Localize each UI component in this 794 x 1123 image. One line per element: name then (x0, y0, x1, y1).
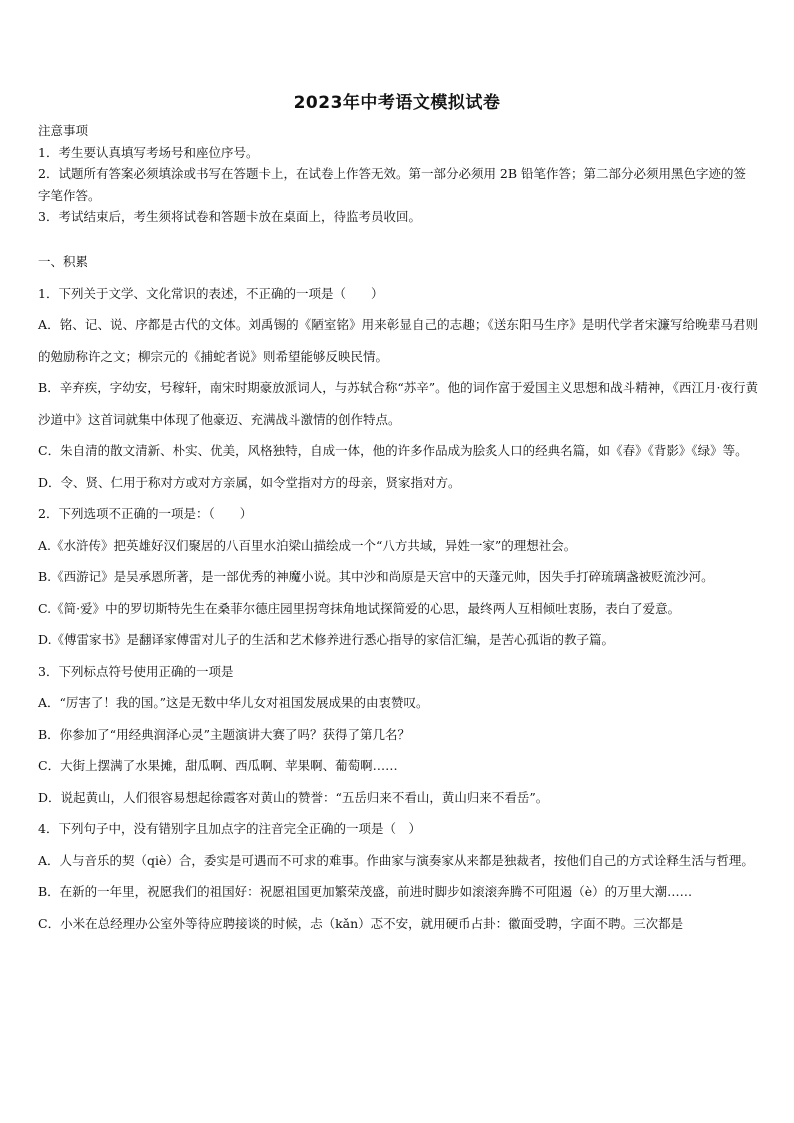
question-option: B．你参加了“用经典润泽心灵”主题演讲大赛了吗？获得了第几名？ (38, 726, 410, 742)
question-option: A．铭、记、说、序都是古代的文体。刘禹锡的《陋室铭》用来彰显自己的志趣；《送东阳马生序》是明代学者宋濂写给晚辈马君则的勉励称许之文；柳宗元的《捕蛇者说》则希望能够反映民情。 (38, 317, 758, 364)
question-stem: 4．下列句子中，没有错别字且加点字的注音完全正确的一项是（ ） (38, 821, 421, 836)
question-option: C.《简·爱》中的罗切斯特先生在桑菲尔德庄园里拐弯抹角地试探简爱的心思，最终两人互相倾吐衷肠，表白了爱意。 (38, 600, 681, 616)
question-option: C．大街上摆满了水果摊，甜瓜啊、西瓜啊、苹果啊、葡萄啊…… (38, 758, 398, 773)
question-option: B．在新的一年里，祝愿我们的祖国好：祝愿祖国更加繁荣茂盛，前进时脚步如滚滚奔腾不可阻遏（è）的万里大潮…… (38, 884, 693, 899)
notice-section (38, 120, 758, 228)
section-heading: 一、积累 (38, 254, 89, 269)
notice-item: 2．试题所有答案必须填涂或书写在答题卡上，在试卷上作答无效。第一部分必须用 2B 铅笔作答；第二部分必须用黑色字迹的签字笔作答。 (38, 166, 747, 203)
question-option: D.《傅雷家书》是翻译家傅雷对儿子的生活和艺术修养进行悉心指导的家信汇编，是苦心孤诣的教子篇。 (38, 632, 615, 647)
question-content (38, 246, 758, 939)
question-option: A．“厉害了！我的国。”这是无数中华儿女对祖国发展成果的由衷赞叹。 (38, 695, 429, 710)
question-option: D．令、贤、仁用于称对方或对方亲属，如令堂指对方的母亲，贤家指对方。 (38, 474, 461, 490)
question-stem: 2．下列选项不正确的一项是：（ ） (38, 506, 253, 521)
question-stem: 3．下列标点符号使用正确的一项是 (38, 663, 234, 679)
notice-item: 3．考试结束后，考生须将试卷和答题卡放在桌面上，待监考员收回。 (38, 209, 421, 224)
notice-item: 1．考生要认真填写考场号和座位序号。 (38, 144, 259, 160)
question-option: D．说起黄山，人们很容易想起徐霞客对黄山的赞誉：“五岳归来不看山，黄山归来不看岳”。 (38, 789, 549, 805)
notice-heading: 注意事项 (38, 123, 89, 138)
question-option: A．人与音乐的契（qiè）合，委实是可遇而不可求的难事。作曲家与演奏家从来都是独裁者，按他们自己的方式诠释生活与哲理。 (38, 852, 754, 868)
question-option: A.《水浒传》把英雄好汉们聚居的八百里水泊梁山描绘成一个“八方共域，异姓一家”的理想社会。 (38, 537, 577, 553)
question-option: C．朱自清的散文清新、朴实、优美，风格独特，自成一体，他的许多作品成为脍炙人口的经典名篇，如《春》《背影》《绿》等。 (38, 443, 748, 458)
question-option: C．小米在总经理办公室外等待应聘接谈的时候，忐（kǎn）忑不安，就用硬币占卦：徽面受聘，字面不聘。三次都是 (38, 915, 684, 931)
question-option: B．辛弃疾，字幼安，号稼轩，南宋时期豪放派词人，与苏轼合称“苏辛”。他的词作富于爱国主义思想和战斗精神，《西江月·夜行黄沙道中》这首词就集中体现了他豪迈、充满战斗激情的创作特点。 (38, 380, 758, 427)
page-title: 2023年中考语文模拟试卷 (293, 93, 501, 113)
question-option: B.《西游记》是吴承恩所著，是一部优秀的神魔小说。其中沙和尚原是天宫中的天蓬元帅，因失手打碎琉璃盏被贬流沙河。 (38, 569, 714, 584)
question-stem: 1．下列关于文学、文化常识的表述，不正确的一项是（ ） (38, 285, 384, 301)
